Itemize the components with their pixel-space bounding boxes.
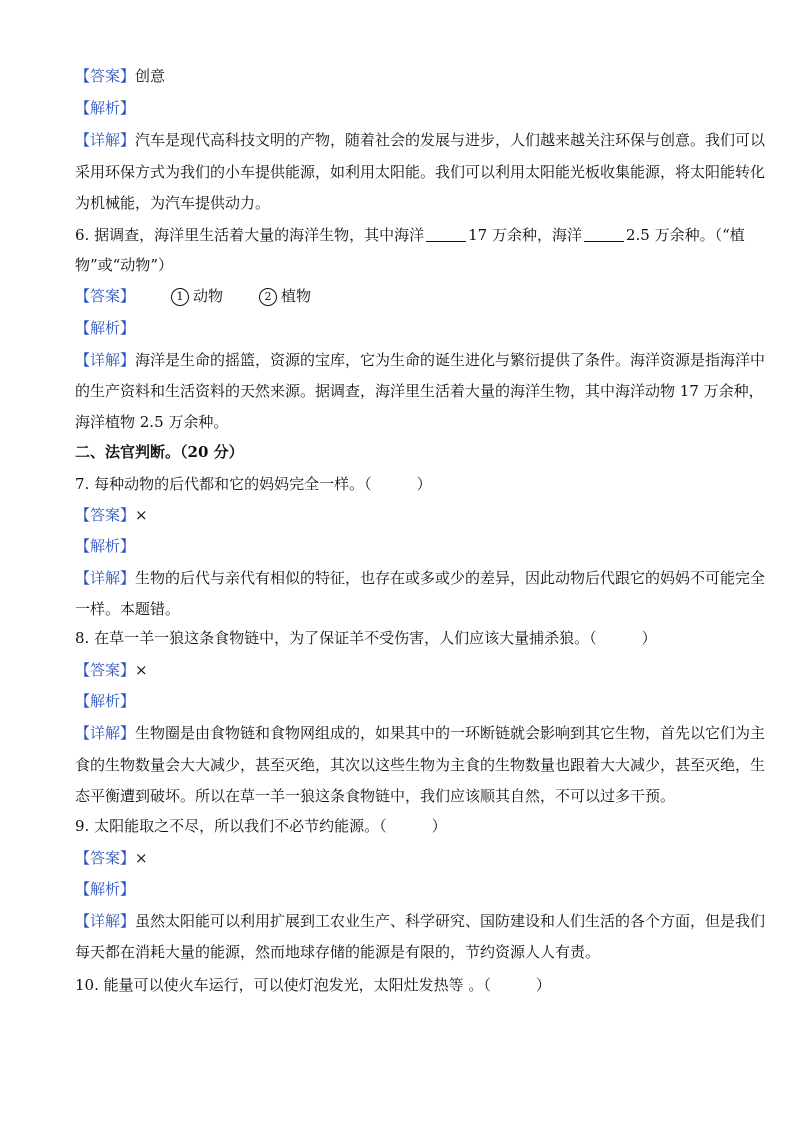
detail-text: 采用环保方式为我们的小车提供能源，如利用太阳能。我们可以利用太阳能光板收集能源，将太阳能转化 [75,163,766,181]
question-text: 9. 太阳能取之不尽，所以我们不必节约能源。（ ） [75,817,447,835]
question-10 [75,975,551,995]
question-8 [75,628,657,648]
answer-line-8 [75,660,148,680]
detail-text: 生物圈是由食物链和食物网组成的，如果其中的一环断链就会影响到其它生物，首先以它们为主 [135,724,766,742]
detail-text: 的生产资料和生活资料的天然来源。据调查，海洋里生活着大量的海洋生物，其中海洋动物 17 万余种， [75,382,764,400]
detail-tag: 【详解】 [75,569,136,587]
analysis-tag: 【解析】 [75,99,136,117]
answer-line-6 [75,286,311,306]
answer-tag: 【答案】 [75,287,136,305]
answer-text: × [135,661,148,679]
detail-line-5-1 [75,130,765,150]
detail-tag: 【详解】 [75,912,136,930]
question-text: 17 万余种，海洋 [468,226,582,244]
detail-text: 态平衡遭到破坏。所以在草一羊一狼这条食物链中，我们应该顺其自然，不可以过多干预。 [75,787,676,805]
answer-blank [584,227,624,242]
detail-line-6-2 [75,381,764,401]
question-text: 物”或“动物”） [75,256,174,274]
analysis-tag: 【解析】 [75,319,136,337]
circled-number: 2 [259,288,277,306]
analysis-line-9 [75,879,135,899]
answer-line-5 [75,66,165,86]
detail-line-8-3 [75,786,675,806]
question-9 [75,816,447,836]
detail-line-9-2 [75,942,600,962]
detail-line-8-2 [75,755,765,775]
answer-text: 动物 [193,287,224,305]
answer-tag: 【答案】 [75,661,136,679]
circled-number: 1 [171,288,189,306]
detail-line-9-1 [75,911,765,931]
question-6 [75,225,745,245]
detail-line-7-1 [75,568,765,588]
analysis-line-5 [75,98,135,118]
detail-line-5-3 [75,193,270,213]
analysis-tag: 【解析】 [75,537,136,555]
detail-line-6-1 [75,350,765,370]
detail-line-8-1 [75,723,765,743]
detail-tag: 【详解】 [75,131,136,149]
answer-text: 植物 [281,287,312,305]
analysis-line-6 [75,318,135,338]
analysis-line-8 [75,691,135,711]
detail-text: 生物的后代与亲代有相似的特征，也存在或多或少的差异，因此动物后代跟它的妈妈不可能完全 [135,569,766,587]
detail-text: 食的生物数量会大大减少，甚至灭绝，其次以这些生物为主食的生物数量也跟着大大减少，甚至灭绝，生 [75,756,766,774]
detail-text: 海洋植物 2.5 万余种。 [75,413,229,431]
detail-text: 汽车是现代高科技文明的产物，随着社会的发展与进步，人们越来越关注环保与创意。我们可以 [135,131,766,149]
answer-line-7 [75,505,148,525]
question-6-line-2 [75,255,173,275]
question-text: 6. 据调查，海洋里生活着大量的海洋生物，其中海洋 [75,226,425,244]
answer-tag: 【答案】 [75,849,136,867]
question-text: 8. 在草一羊一狼这条食物链中，为了保证羊不受伤害，人们应该大量捕杀狼。（ ） [75,629,657,647]
detail-text: 一样。本题错。 [75,600,181,618]
analysis-line-7 [75,536,135,556]
detail-tag: 【详解】 [75,351,136,369]
question-text: 10. 能量可以使火车运行，可以使灯泡发光，太阳灶发热等 。（ ） [75,976,551,994]
detail-text: 海洋是生命的摇篮，资源的宝库，它为生命的诞生进化与繁衍提供了条件。海洋资源是指海洋中 [135,351,766,369]
answer-text: × [135,849,148,867]
analysis-tag: 【解析】 [75,692,136,710]
question-text: 2.5 万余种。（“植 [625,226,745,244]
answer-line-9 [75,848,148,868]
detail-text: 虽然太阳能可以利用扩展到工农业生产、科学研究、国防建设和人们生活的各个方面，但是我们 [135,912,766,930]
detail-tag: 【详解】 [75,724,136,742]
answer-text: 创意 [135,67,166,85]
detail-line-5-2 [75,162,765,182]
section-title [75,442,244,462]
detail-text: 为机械能，为汽车提供动力。 [75,194,271,212]
answer-tag: 【答案】 [75,506,136,524]
answer-blank [426,227,466,242]
detail-text: 每天都在消耗大量的能源，然而地球存储的能源是有限的，节约资源人人有责。 [75,943,601,961]
answer-tag: 【答案】 [75,67,136,85]
detail-line-6-3 [75,412,228,432]
section-title-text: 二、法官判断。（20 分） [75,443,244,461]
detail-line-7-2 [75,599,180,619]
answer-text: × [135,506,148,524]
analysis-tag: 【解析】 [75,880,136,898]
question-7 [75,474,432,494]
question-text: 7. 每种动物的后代都和它的妈妈完全一样。（ ） [75,475,432,493]
